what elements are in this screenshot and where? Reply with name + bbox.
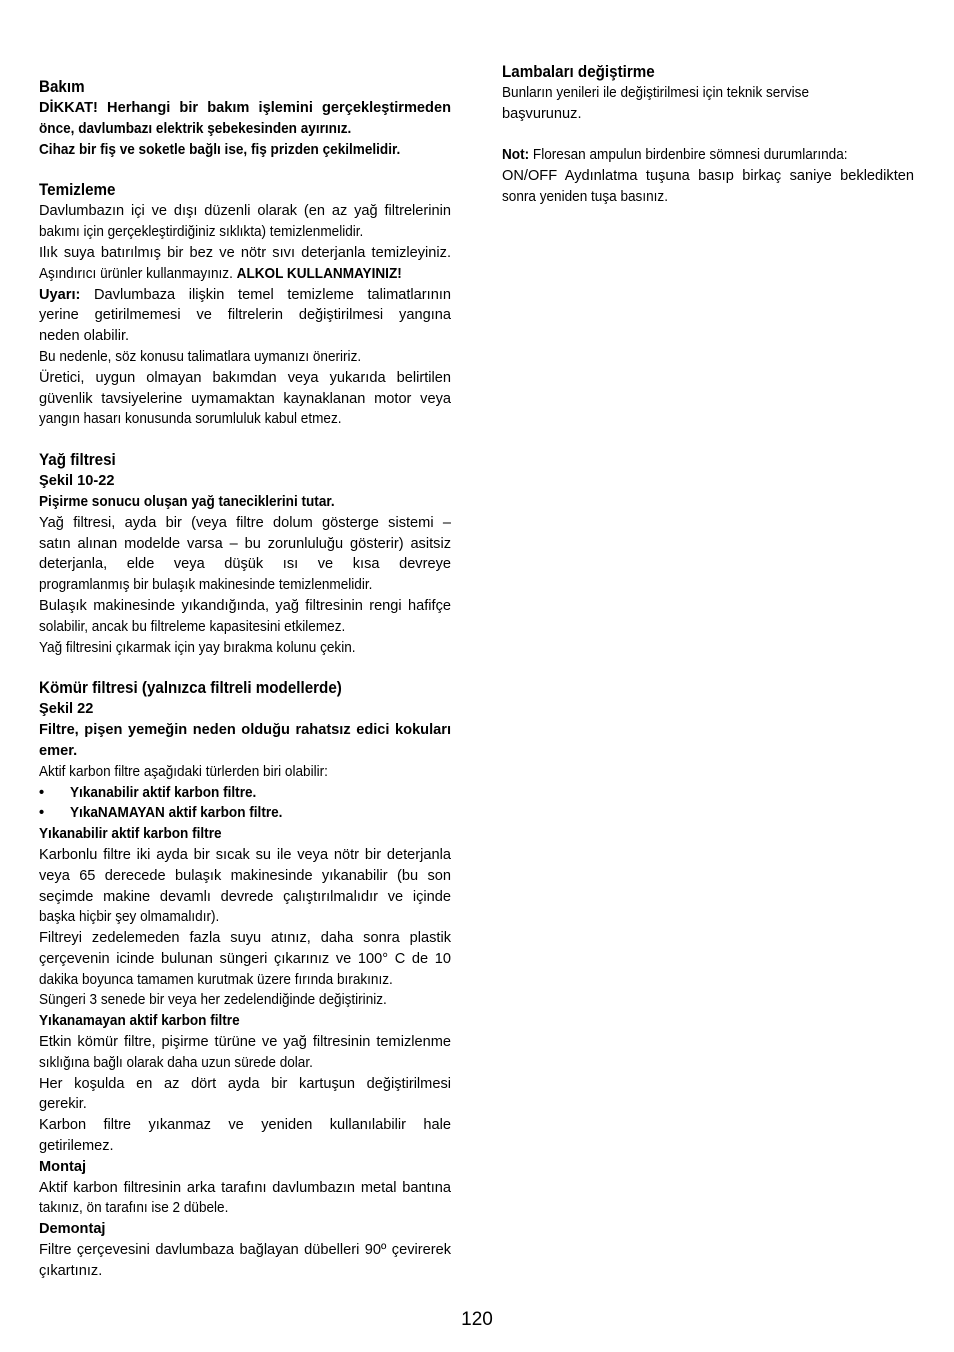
paragraph-line: Etkin kömür filtre, pişirme türüne ve yağ filtresinin temizlenme <box>39 1034 451 1051</box>
paragraph-line: yerine getirilmemesi ve filtrelerin değiştirilmesi yangına <box>39 307 451 324</box>
left-column <box>39 62 451 1282</box>
paragraph-line: sonra yeniden tuşa basınız. <box>502 188 668 205</box>
figure-reference: Şekil 22 <box>39 701 94 718</box>
section-title-komur-filtresi: Kömür filtresi (yalnızca filtreli modellerde) <box>39 679 342 698</box>
paragraph-line: takınız, ön tarafını ise 2 dübele. <box>39 1200 229 1217</box>
paragraph-line: Not: Floresan ampulun birdenbire sömnesi durumlarında: <box>502 147 848 164</box>
paragraph-line: Yağ filtresini çıkarmak için yay bırakma kolunu çekin. <box>39 639 356 656</box>
bullet-icon: • <box>39 784 45 801</box>
subheading: Demontaj <box>39 1221 106 1238</box>
paragraph-line: dakika boyunca tamamen kurutmak üzere fırında bırakınız. <box>39 971 393 988</box>
paragraph-line: Filtreyi zedelemeden fazla suyu atınız, daha sonra plastik <box>39 930 451 947</box>
paragraph-line: seçimde makine devamlı devrede çalıştırılmalıdır ve içinde <box>39 888 451 905</box>
paragraph-line: yangın hasarı konusunda sorumluluk kabul etmez. <box>39 411 342 428</box>
paragraph-line: deterjanla, elde veya düşük ısı ve kısa devreye <box>39 556 451 573</box>
warning-label: Uyarı: <box>39 286 81 303</box>
list-item: • Yıkanabilir aktif karbon filtre. <box>39 783 451 804</box>
subheading: Yıkanabilir aktif karbon filtre <box>39 826 222 843</box>
paragraph-line: Aşındırıcı ürünler kullanmayınız. ALKOL KULLANMAYINIZ! <box>39 265 402 282</box>
section-title-temizleme: Temizleme <box>39 181 116 200</box>
paragraph-line: Aktif karbon filtresinin arka tarafını davlumbazın metal bantına <box>39 1179 451 1196</box>
paragraph-line: sıklığına bağlı olarak daha uzun sürede dolar. <box>39 1054 313 1071</box>
paragraph-line: bakımı için gerçekleştirdiğiniz sıklıkta) temizlenmelidir. <box>39 224 364 241</box>
section-title-lamba: Lambaları değiştirme <box>502 63 655 81</box>
subheading: Yıkanamayan aktif karbon filtre <box>39 1013 240 1030</box>
subtitle: Pişirme sonucu oluşan yağ taneciklerini tutar. <box>39 493 335 510</box>
subtitle: Filtre, pişen yemeğin neden olduğu rahatsız edici kokuları <box>39 722 451 739</box>
warning-line: DİKKAT! Herhangi bir bakım işlemini gerçekleştirmeden <box>39 100 451 116</box>
page-number: 120 <box>461 1309 493 1330</box>
right-column <box>502 62 914 208</box>
paragraph-line: gerekir. <box>39 1096 87 1113</box>
paragraph-line: programlanmış bir bulaşık makinesinde temizlenmelidir. <box>39 577 373 594</box>
warning-line: Cihaz bir fiş ve soketle bağlı ise, fiş prizden çekilmelidir. <box>39 141 401 158</box>
paragraph-line: Davlumbazın içi ve dışı düzenli olarak (en az yağ filtrelerinin <box>39 203 451 220</box>
paragraph-line: çıkartınız. <box>39 1262 103 1279</box>
paragraph-line: başvurunuz. <box>502 105 582 122</box>
paragraph-line: başka hiçbir şey olmamalıdır). <box>39 909 220 926</box>
paragraph-line: Karbon filtre yıkanmaz ve yeniden kullanılabilir hale <box>39 1117 451 1134</box>
paragraph-line: Filtre çerçevesini davlumbaza bağlayan dübelleri 90º çevirerek <box>39 1242 451 1259</box>
alcohol-warning: ALKOL KULLANMAYINIZ! <box>236 265 402 282</box>
paragraph-line: ON/OFF Aydınlatma tuşuna basıp birkaç saniye bekledikten <box>502 168 914 185</box>
figure-reference: Şekil 10-22 <box>39 473 115 490</box>
note-label: Not: <box>502 147 530 164</box>
section-title-yag-filtresi: Yağ filtresi <box>39 451 116 470</box>
list-item: • YıkaNAMAYAN aktif karbon filtre. <box>39 803 451 824</box>
subtitle: emer. <box>39 742 78 759</box>
paragraph-line: solabilir, ancak bu filtreleme kapasitesini etkilemez. <box>39 618 346 635</box>
paragraph-line: Bunların yenileri ile değiştirilmesi için teknik servise <box>502 85 810 101</box>
paragraph-line: Ilık suya batırılmış bir bez ve nötr sıvı deterjanla temizleyiniz. <box>39 244 451 261</box>
bullet-icon: • <box>39 805 45 822</box>
paragraph-line: Aktif karbon filtre aşağıdaki türlerden biri olabilir: <box>39 763 328 780</box>
paragraph-line: veya 65 derecede bulaşık makinesinde yıkanabilir (bu son <box>39 867 451 884</box>
paragraph-line: neden olabilir. <box>39 328 130 345</box>
paragraph-line: Karbonlu filtre iki ayda bir sıcak su ile veya nötr bir deterjanla <box>39 846 451 863</box>
paragraph-line: Bu nedenle, söz konusu talimatlara uymanızı öneririz. <box>39 348 362 365</box>
paragraph-line: Bulaşık makinesinde yıkandığında, yağ filtresinin rengi hafifçe <box>39 597 451 614</box>
paragraph-line: Üretici, uygun olmayan bakımdan veya yukarıda belirtilen <box>39 369 451 386</box>
paragraph-line: Yağ filtresi, ayda bir (veya filtre dolum gösterge sistemi – <box>39 514 451 531</box>
paragraph-line: Uyarı: Davlumbaza ilişkin temel temizleme talimatlarının <box>39 286 451 303</box>
paragraph-line: çerçevenin icinde bulunan süngeri çıkarınız ve 100° C de 10 <box>39 950 451 967</box>
paragraph-line: getirilemez. <box>39 1138 114 1155</box>
subheading: Montaj <box>39 1158 87 1175</box>
paragraph-line: Süngeri 3 senede bir veya her zedelendiğinde değiştiriniz. <box>39 992 387 1009</box>
warning-line: önce, davlumbazı elektrik şebekesinden ayırınız. <box>39 120 352 137</box>
paragraph-line: satın alınan modelde varsa – bu zorunluluğu gösterir) asitsiz <box>39 535 451 552</box>
paragraph-line: Her koşulda en az dört ayda bir kartuşun değiştirilmesi <box>39 1075 451 1092</box>
section-title-bakim: Bakım <box>39 78 85 96</box>
paragraph-line: güvenlik tavsiyelerine uymamaktan kaynaklanan motor veya <box>39 390 451 407</box>
